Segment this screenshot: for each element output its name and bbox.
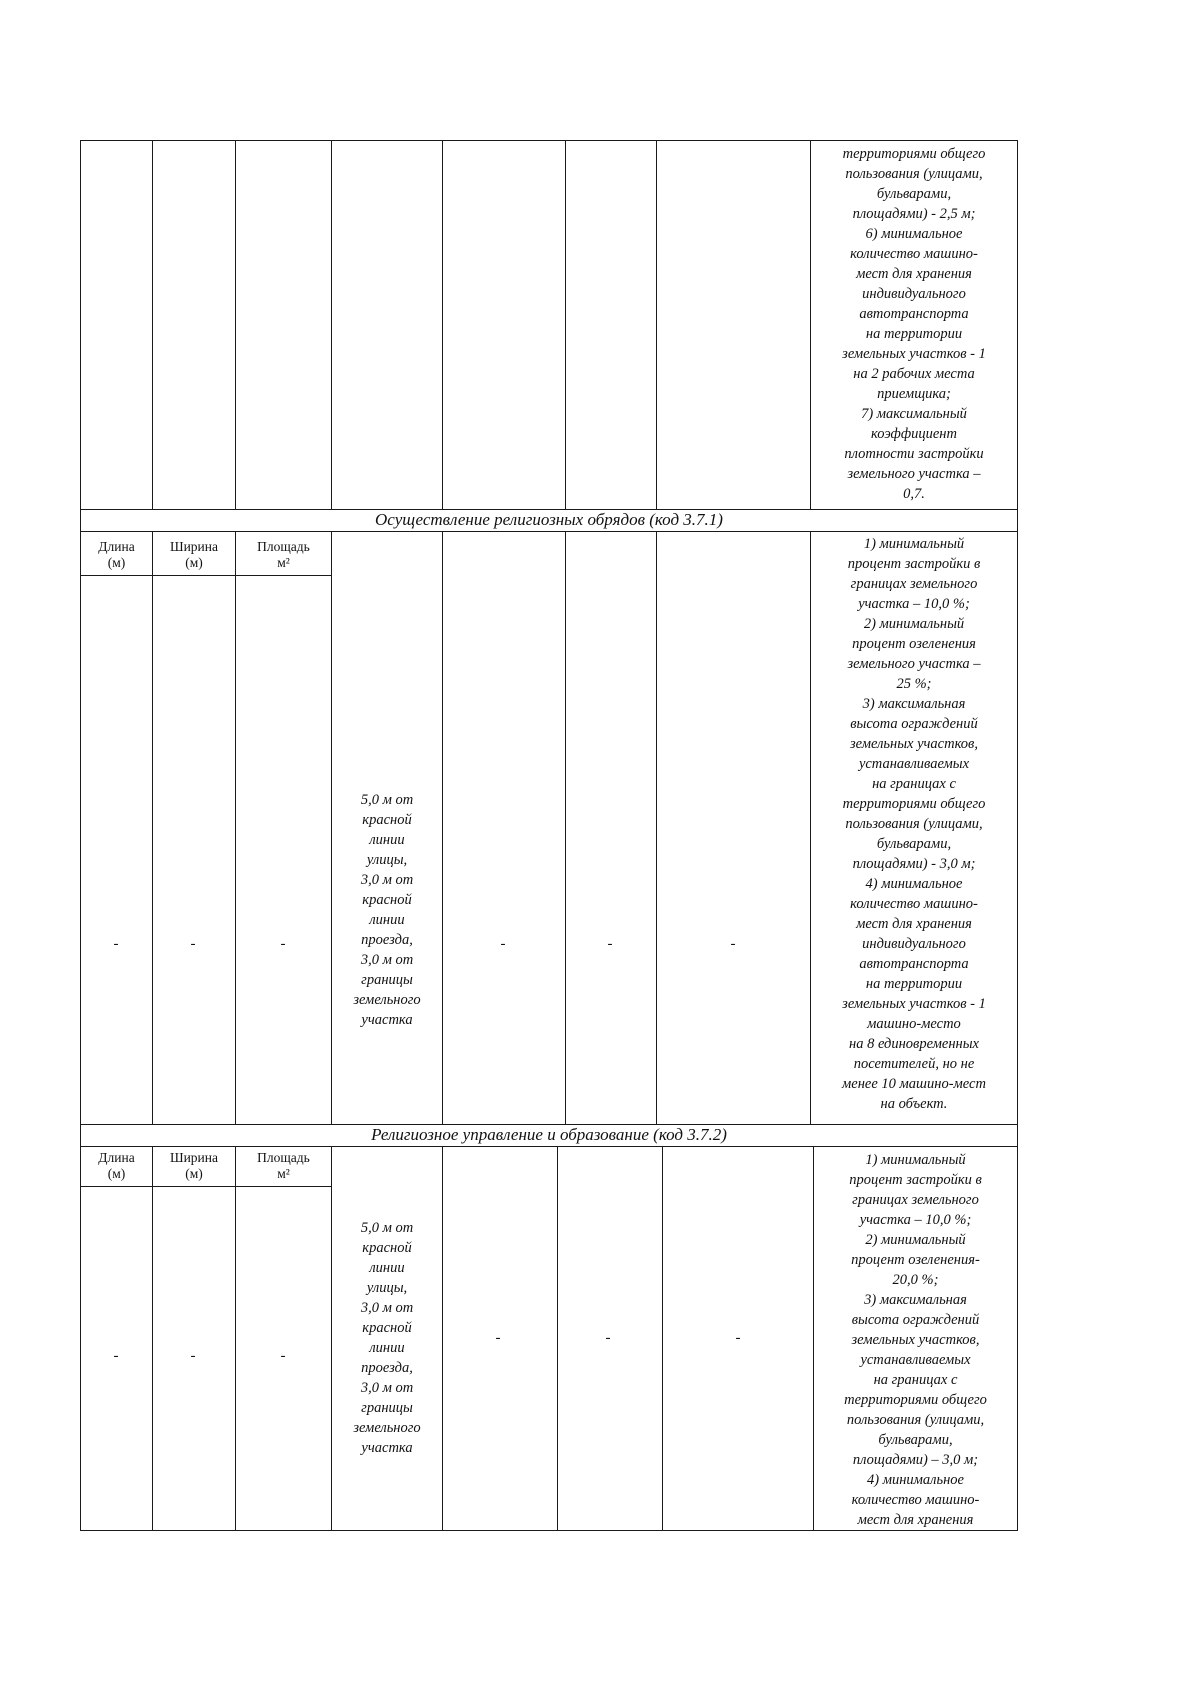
s2-length-value: -: [113, 1348, 119, 1364]
s2-col8-text: 1) минимальный процент застройки в границах земельного участка – 10,0 %; 2) минимальный процент озеленения- 20,0 %; 3) максимальная высота ограждений земельных участков, устанавливаемых на границах с территориями общего пользования (улицами, бульварами, площадями) – 3,0 м; 4) минимальное количество машино- мест для хранения: [844, 1152, 987, 1528]
s1-col-line: [565, 531, 566, 1124]
s2-header-width: Ширина (м): [169, 1150, 219, 1181]
b1-col-line: [331, 140, 332, 509]
b1-col-line: [656, 140, 657, 509]
s1-header-length: Длина (м): [98, 539, 135, 570]
s2-header-area: Площадь м²: [257, 1150, 310, 1181]
s2-col5-value: -: [495, 1330, 501, 1346]
s1-col-line: [235, 531, 236, 1124]
s2-header-length: Длина (м): [98, 1150, 135, 1181]
s2-col-line: [557, 1146, 558, 1530]
section2-title-bottom: [80, 1146, 1018, 1147]
b1-col8-text: территориями общего пользования (улицами, бульварами, площадями) - 2,5 м; 6) минимальное количество машино- мест для хранения индивидуального автотранспорта на территории земельных участков - 1 на 2 рабочих места приемщика; 7) максимальный коэффициент плотности застройки земельного участка – 0,7.: [842, 146, 986, 502]
s1-col-line: [656, 531, 657, 1124]
s2-col-line: [1017, 1146, 1018, 1530]
s2-col-line: [235, 1146, 236, 1530]
s2-col7-value: -: [735, 1330, 741, 1346]
s2-area-value: -: [280, 1348, 286, 1364]
s2-col6-value: -: [605, 1330, 611, 1346]
s2-col-line: [152, 1146, 153, 1530]
b1-col-line: [442, 140, 443, 509]
s2-width-value: -: [190, 1348, 196, 1364]
b1-col-line: [80, 140, 81, 509]
section1-title: Осуществление религиозных обрядов (код 3.7.1): [375, 510, 723, 529]
b1-col-line: [1017, 140, 1018, 509]
s1-col7-value: -: [730, 936, 736, 952]
s2-col-line: [442, 1146, 443, 1530]
b1-col-line: [235, 140, 236, 509]
s1-col-line: [152, 531, 153, 1124]
s1-col-line: [442, 531, 443, 1124]
s2-col4-text: 5,0 м от красной линии улицы, 3,0 м от красной линии проезда, 3,0 м от границы земельного участка: [353, 1220, 421, 1456]
table-border-bottom: [80, 1530, 1018, 1531]
s1-col5-value: -: [500, 936, 506, 952]
section1-header-rule: [80, 575, 331, 576]
s1-length-value: -: [113, 936, 119, 952]
b1-col-line: [152, 140, 153, 509]
s1-col-line: [80, 531, 81, 1124]
section1-title-bottom: [80, 531, 1018, 532]
s1-col8-text: 1) минимальный процент застройки в границах земельного участка – 10,0 %; 2) минимальный процент озеленения земельного участка – 25 %; 3) максимальная высота ограждений земельных участков, устанавливаемых на границах с территориями общего пользования (улицами, бульварами, площадями) - 3,0 м; 4) минимальное количество машино- мест для хранения индивидуального автотранспорта на территории земельных участков - 1 машино-место на 8 единовременных посетителей, но не менее 10 машино-мест на объект.: [842, 536, 986, 1112]
s1-header-width: Ширина (м): [169, 539, 219, 570]
table-border-top: [80, 140, 1018, 141]
s1-col4-text: 5,0 м от красной линии улицы, 3,0 м от красной линии проезда, 3,0 м от границы земельного участка: [353, 792, 421, 1028]
section2-title: Религиозное управление и образование (код 3.7.2): [371, 1125, 727, 1144]
s1-col6-value: -: [607, 936, 613, 952]
s1-header-area: Площадь м²: [257, 539, 310, 570]
b1-col-line: [565, 140, 566, 509]
s1-area-value: -: [280, 936, 286, 952]
s2-col-line: [80, 1146, 81, 1530]
s2-col-line: [662, 1146, 663, 1530]
section2-header-rule: [80, 1186, 331, 1187]
s1-col-line: [1017, 531, 1018, 1124]
s1-width-value: -: [190, 936, 196, 952]
